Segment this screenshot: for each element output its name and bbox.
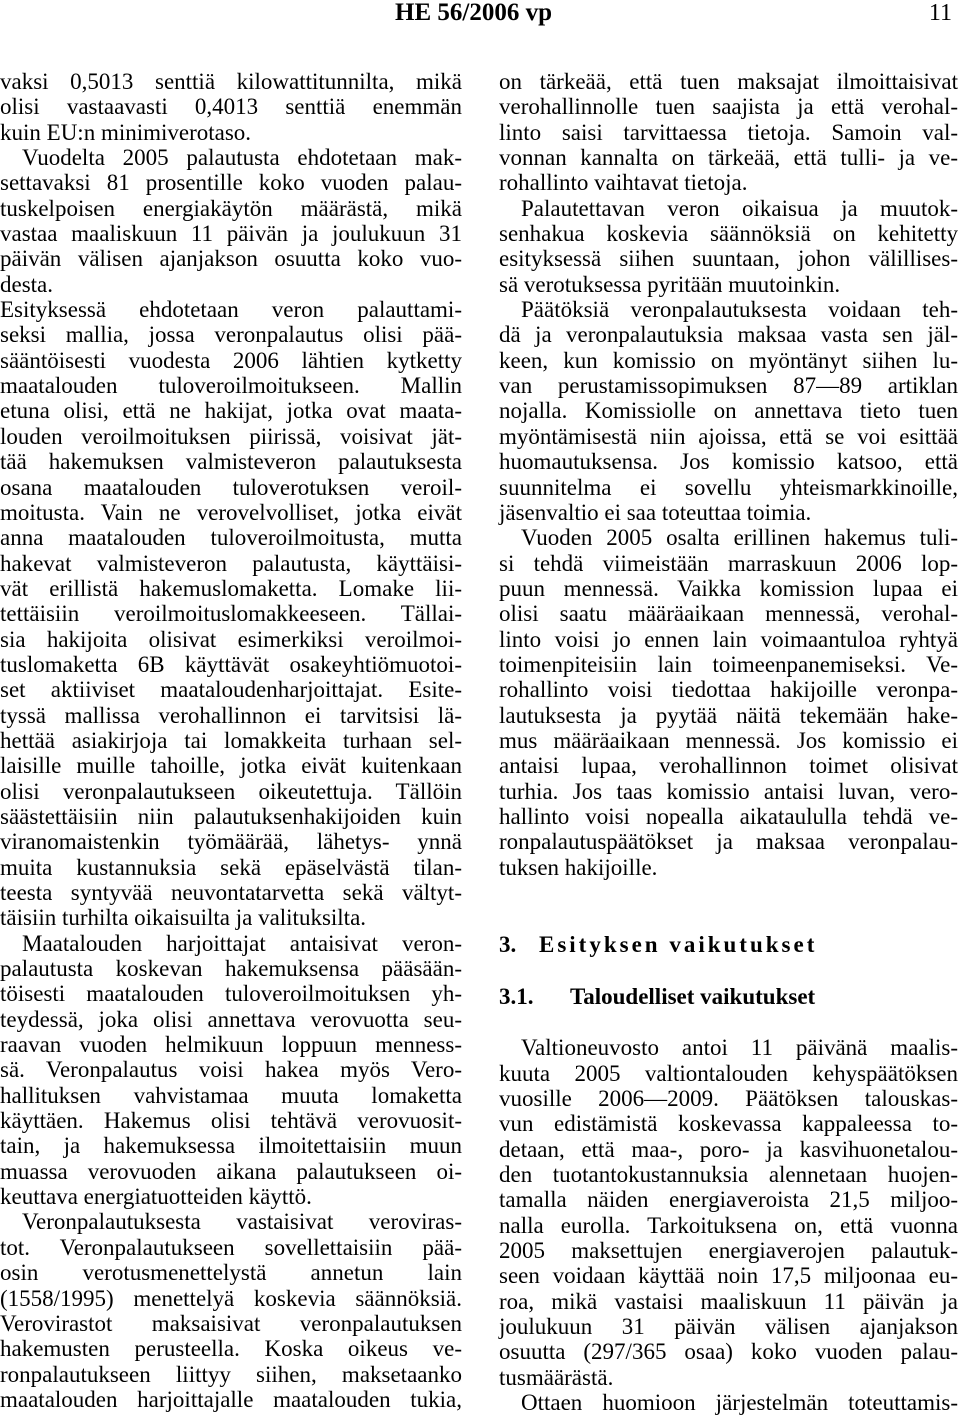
text-line: huomautuksensa. Jos komissio katsoo, että — [499, 449, 958, 475]
text-line: senhakua koskevia säännöksiä on kehitetty — [499, 221, 958, 247]
text-line: raavan vuoden helmikuun loppuun menness- — [0, 1032, 462, 1058]
text-line: olisi saatu määräaikaan mennessä, verohal- — [499, 601, 958, 627]
text-line: seen voidaan käyttää noin 17,5 miljoonaa eu- — [499, 1263, 958, 1289]
paragraph — [0, 1209, 462, 1412]
text-line: linto voisi jo ennen lain voimaantuloa ryhtyä — [499, 626, 958, 652]
text-line: jäsenvaltio ei saa toteuttaa toimia. — [499, 499, 812, 525]
text-line: lautuksesta ja pyytää näitä tekemään hake- — [499, 702, 958, 728]
text-line: teesta syntyvää neuvontatarvetta sekä vältyt- — [0, 880, 462, 905]
text-line: Esityksessä ehdotetaan veron palauttami- — [0, 297, 462, 323]
text-line: laisille muille tahoille, jotka eivät kuitenkaan — [0, 753, 462, 779]
text-line: käyttäen. Hakemus olisi tehtävä verovuosit- — [0, 1108, 462, 1134]
text-line: viranomaistenkin työmäärää, lähetys- ynnä — [0, 829, 462, 855]
text-line: seksi mallia, jossa veronpalautus olisi pää- — [0, 322, 462, 348]
text-line: teydessä, joka olisi annettava verovuotta seu- — [0, 1006, 462, 1032]
text-line: Vuoden 2005 osalta erillinen hakemus tuli- — [521, 525, 958, 551]
text-line: settavaksi 81 prosentille koko vuoden palau- — [0, 170, 462, 196]
text-line: Valtioneuvosto antoi 11 päivänä maalis- — [521, 1035, 958, 1061]
text-line: olisi vastaavasti 0,4013 senttiä enemmän — [0, 94, 462, 120]
section-title: Esityksen vaikutukset — [539, 932, 818, 957]
text-line: esityksessä siihen suuntaan, johon välillises- — [499, 246, 958, 272]
text-line: säästettäisiin niin palautuksenhakijoiden kuin — [0, 803, 462, 829]
text-line: vonnan kannalta on tärkeää, että tulli- ja ve- — [499, 145, 958, 171]
paragraph — [0, 931, 462, 1210]
text-line: Maatalouden harjoittajat antaisivat veron- — [22, 930, 462, 956]
paragraph — [0, 145, 462, 297]
text-line: hallituksen vahvistamaa muuta lomaketta — [0, 1082, 462, 1108]
text-line: nojalla. Komissiolle on annettava tieto tuen — [499, 398, 958, 424]
text-line: muita kustannuksia sekä epäselvästä tilan- — [0, 854, 462, 880]
text-line: vun edistämistä koskevassa kappaleessa to- — [499, 1111, 958, 1137]
text-line: si tehdä viimeistään marraskuun 2006 lop- — [499, 550, 958, 576]
text-line: myöntämisestä niin ajoissa, että se voi esittää — [499, 423, 958, 449]
text-line: hallinto voisi nopealla aikataululla tehdä ve- — [499, 803, 958, 829]
text-line: etuna olisi, että ne hakijat, jotka ovat maata- — [0, 398, 462, 424]
text-line: antaisi lupaa, verohallinnon toimet olisivat — [499, 753, 958, 779]
text-line: tuslomaketta 6B käyttävät osakeyhtiömuotoi- — [0, 651, 462, 677]
text-line: muassa verovuoden aikana palautukseen oi- — [0, 1158, 462, 1184]
text-line: set aktiiviset maataloudenharjoittajat. Esite- — [0, 677, 462, 703]
text-line: sia hakijoita olisivat esimerkiksi veroilmoi- — [0, 626, 462, 652]
text-line: maatalouden harjoittajalle maatalouden tukia, — [0, 1386, 462, 1412]
text-line: van perustamissopimuksen 87—89 artiklan — [499, 373, 958, 399]
text-line: Vuodelta 2005 palautusta ehdotetaan mak- — [22, 145, 462, 171]
text-line: tain, ja hakemuksessa ilmoitettaisiin muun — [0, 1133, 462, 1159]
text-line: verohallinnolle tuen saajista ja että verohal- — [499, 94, 958, 120]
text-line: linto saisi tarvittaessa tietoja. Samoin val- — [499, 119, 958, 145]
text-line: on tärkeää, että tuen maksajat ilmoittaisivat — [499, 69, 958, 94]
paragraph — [499, 1390, 958, 1415]
text-line: tyssä mallissa verohallinnon ei tarvitsisi lä- — [0, 702, 462, 728]
paragraph — [0, 69, 462, 145]
paragraph — [499, 69, 958, 196]
text-line: Palautettavan veron oikaisua ja muutok- — [521, 195, 958, 221]
text-line: sä verotuksessa pyritään muutoinkin. — [499, 271, 841, 297]
text-line: maatalouden tuloveroilmoitukseen. Mallin — [0, 373, 462, 399]
text-line: vaksi 0,5013 senttiä kilowattitunnilta, mikä — [0, 69, 462, 94]
text-line: Ottaen huomioon järjestelmän toteuttamis- — [521, 1389, 958, 1415]
text-line: täisiin turhilta oikaisuilta ja valituksilta. — [0, 905, 367, 931]
text-line: päivän välisen ajanjakson osuutta koko vuo- — [0, 246, 462, 272]
text-line: tuksen hakijoille. — [499, 854, 658, 880]
section-body — [499, 1035, 958, 1415]
text-line: keuttava energiatuotteiden käyttö. — [0, 1184, 312, 1210]
text-line: rohallinto voisi tiedottaa hakijoille veronpa- — [499, 677, 958, 703]
text-line: tusmäärästä. — [499, 1364, 614, 1390]
text-line: tamalla näiden energiaveroista 21,5 miljoo- — [499, 1187, 958, 1213]
text-line: Päätöksiä veronpalautuksesta voidaan teh- — [521, 297, 958, 323]
right-column — [499, 69, 958, 1415]
text-line: roa, mikä vastaisi maaliskuun 11 päivän ja — [499, 1288, 958, 1314]
text-line: sääntöisesti vuodesta 2006 lähtien kytketty — [0, 347, 462, 373]
left-column — [0, 69, 462, 1412]
text-line: rohallinto vaihtavat tietoja. — [499, 170, 748, 196]
text-line: tää hakemuksen valmisteveron palautuksesta — [0, 449, 462, 475]
text-line: töisesti maatalouden tuloveroilmoituksen yh- — [0, 981, 462, 1007]
page-number: 11 — [928, 0, 952, 26]
subsection-number: 3.1. — [499, 984, 534, 1010]
text-line: sä. Veronpalautus voisi hakea myös Vero- — [0, 1057, 462, 1083]
subsection-heading — [499, 984, 958, 1009]
text-line: anna maatalouden tuloveroilmoitusta, mutta — [0, 525, 462, 551]
text-line: olisi veronpalautukseen oikeutettuja. Tällöin — [0, 778, 462, 804]
text-line: louden veroilmoituksen piirissä, voisivat jät- — [0, 423, 462, 449]
text-line: palautusta koskevan hakemuksensa pääsään- — [0, 956, 462, 982]
text-line: osuutta (297/365 osaa) koko vuoden palau- — [499, 1339, 958, 1365]
text-line: ronpalautuspäätökset ja maksaa veronpalau- — [499, 829, 958, 855]
text-line: mus määräaikaan mennessä. Jos komissio ei — [499, 727, 958, 753]
text-line: desta. — [0, 271, 54, 297]
text-line: (1558/1995) menettelyä koskevia säännöksiä. — [0, 1285, 462, 1311]
text-line: tuskelpoisen energiakäytön määrästä, mikä — [0, 195, 462, 221]
section-heading — [499, 932, 958, 957]
text-line: keen, kun komissio on myöntänyt siihen lu- — [499, 347, 958, 373]
text-line: vuosille 2006—2009. Päätöksen talouskas- — [499, 1085, 958, 1111]
text-line: dä ja veronpalautuksia maksaa vasta sen jäl- — [499, 322, 958, 348]
text-line: kuin EU:n minimiverotaso. — [0, 119, 252, 145]
text-line: osana maatalouden tuloverotuksen veroil- — [0, 474, 462, 500]
text-line: hakemusten perusteella. Koska oikeus ve- — [0, 1336, 462, 1362]
text-line: Veronpalautuksesta vastaisivat veroviras- — [22, 1209, 462, 1235]
text-line: hettää asiakirjoja tai lomakkeita turhaan sel- — [0, 727, 462, 753]
paragraph — [499, 1035, 958, 1390]
text-line: toimenpiteisiin lain toimeenpanemiseksi. Ve- — [499, 651, 958, 677]
document-id-header: HE 56/2006 vp — [395, 0, 552, 26]
text-line: hakevat valmisteveron palautusta, käyttäisi- — [0, 550, 462, 576]
section-number: 3. — [499, 932, 517, 957]
text-line: tot. Veronpalautukseen sovellettaisiin pää- — [0, 1234, 462, 1260]
text-line: tettäisiin veroilmoituslomakkeeseen. Tällai- — [0, 601, 462, 627]
text-line: suunnitelma ei sovellu yhteismarkkinoille, — [499, 474, 958, 500]
text-line: den tuotantokustannuksia alennetaan huojen- — [499, 1161, 958, 1187]
paragraph — [499, 525, 958, 880]
text-line: turhia. Jos taas komissio antaisi luvan, vero- — [499, 778, 958, 804]
text-line: ronpalautukseen liittyy siihen, maksetaanko — [0, 1361, 462, 1387]
subsection-title: Taloudelliset vaikutukset — [570, 984, 816, 1010]
text-line: moitusta. Vain ne verovelvolliset, jotka eivät — [0, 499, 462, 525]
text-line: 2005 maksettujen energiaverojen palautuk- — [499, 1237, 958, 1263]
text-line: puun mennessä. Vaikka komission lupaa ei — [499, 575, 958, 601]
text-line: osin verotusmenettelystä annetun lain — [0, 1260, 462, 1286]
paragraph — [499, 297, 958, 525]
paragraph — [0, 297, 462, 931]
text-line: detaan, että maa-, poro- ja kasvihuonetalou- — [499, 1136, 958, 1162]
text-line: vastaa maaliskuun 11 päivän ja joulukuun 31 — [0, 221, 462, 247]
text-line: Verovirastot maksaisivat veronpalautuksen — [0, 1310, 462, 1336]
text-line: vät erillistä hakemuslomaketta. Lomake lii- — [0, 575, 462, 601]
text-line: joulukuun 31 päivän välisen ajanjakson — [499, 1313, 958, 1339]
text-line: nalla eurolla. Tarkoituksena on, että vuonna — [499, 1212, 958, 1238]
paragraph — [499, 196, 958, 297]
text-line: kuuta 2005 valtiontalouden kehyspäätöksen — [499, 1060, 958, 1086]
